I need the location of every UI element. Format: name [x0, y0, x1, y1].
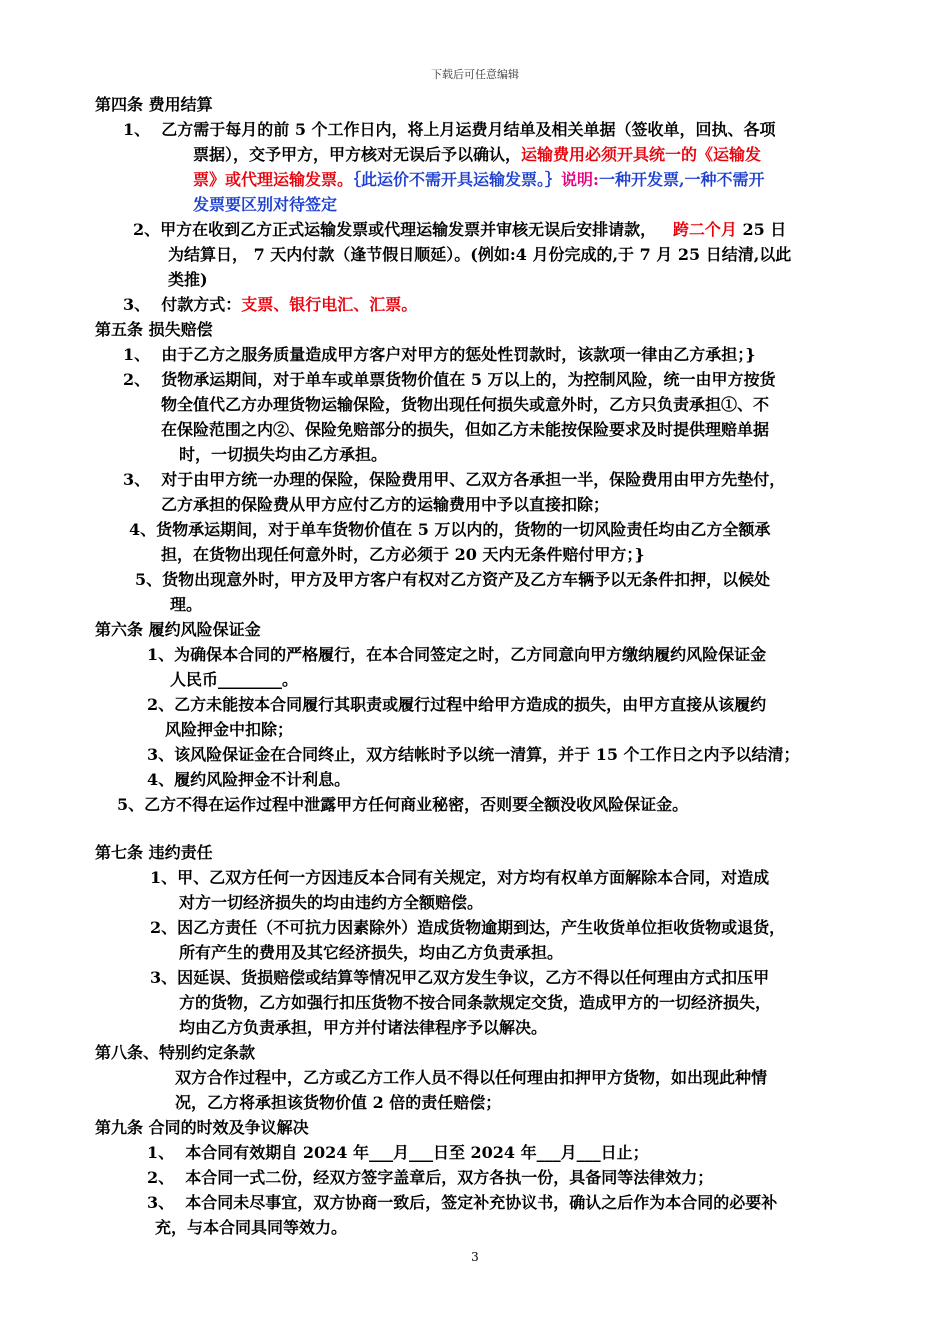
s8-para: 双方合作过程中，乙方或乙方工作人员不得以任何理由扣押甲方货物，如出现此种情 — [175, 1068, 768, 1087]
s6-item-1-cont: 人民币________。 — [170, 670, 299, 689]
s4-item-2-cont2: 类推) — [168, 270, 208, 289]
s5-item-2-cont: 物全值代乙方办理货物运输保险，货物出现任何损失或意外时，乙方只负责承担①、不 — [161, 395, 770, 414]
s5-item-4: 4、货物承运期间，对于单车货物价值在 5 万以内的，货物的一切风险责任均由乙方全额承 — [129, 520, 771, 539]
s7-item-2-cont: 所有产生的费用及其它经济损失，均由乙方负责承担。 — [179, 943, 564, 962]
s5-item-5-cont: 理。 — [170, 595, 203, 614]
s4-item-3: 3、 付款方式：支票、银行电汇、汇票。 — [123, 295, 418, 314]
s5-item-2-cont3: 时，一切损失均由乙方承担。 — [179, 445, 388, 464]
section-gap — [95, 817, 885, 840]
s5-item-4-cont: 担，在货物出现任何意外时，乙方必须于 20 天内无条件赔付甲方；} — [161, 545, 645, 564]
page-header: 下载后可任意编辑 — [431, 68, 519, 81]
page-number: 3 — [471, 1250, 479, 1264]
s8-para-cont: 况，乙方将承担该货物价值 2 倍的责任赔偿； — [175, 1093, 502, 1112]
s4-item-1-cont2: 票》或代理运输发票。｛此运价不需开具运输发票。｝说明:一种开发票,一种不需开 — [193, 170, 765, 189]
s6-item-2: 2、乙方未能按本合同履行其职责或履行过程中给甲方造成的损失，由甲方直接从该履约 — [147, 695, 767, 714]
s4-item-1: 1、 乙方需于每月的前 5 个工作日内，将上月运费月结单及相关单据（签收单，回执、各项 — [123, 120, 776, 139]
s6-item-3: 3、该风险保证金在合同终止，双方结帐时予以统一清算，并于 15 个工作日之内予以结清； — [147, 745, 800, 764]
s7-item-2: 2、因乙方责任（不可抗力因素除外）造成货物逾期到达，产生收货单位拒收货物或退货， — [150, 918, 786, 937]
s6-item-5: 5、乙方不得在运作过程中泄露甲方任何商业秘密，否则要全额没收风险保证金。 — [117, 795, 689, 814]
s5-item-1: 1、 由于乙方之服务质量造成甲方客户对甲方的惩处性罚款时，该款项一律由乙方承担；} — [123, 345, 756, 364]
s5-item-2: 2、 货物承运期间，对于单车或单票货物价值在 5 万以上的，为控制风险，统一由甲方按货 — [123, 370, 776, 389]
s6-item-1: 1、为确保本合同的严格履行，在本合同签定之时，乙方同意向甲方缴纳履约风险保证金 — [147, 645, 767, 664]
s7-item-1-cont: 对方一切经济损失的均由违约方全额赔偿。 — [179, 893, 484, 912]
s5-item-3-cont: 乙方承担的保险费从甲方应付乙方的运输费用中予以直接扣除； — [161, 495, 610, 514]
document-body — [95, 92, 885, 1240]
section-7-title: 第七条 违约责任 — [95, 843, 213, 862]
s4-item-2: 2、甲方在收到乙方正式运输发票或代理运输发票并审核无误后安排请款， 跨二个月 25 日 — [133, 220, 787, 239]
s4-item-1-cont3: 发票要区别对待签定 — [193, 195, 338, 214]
s9-item-1: 1、 本合同有效期自 2024 年___月___日至 2024 年___月___日止； — [147, 1143, 649, 1162]
section-4-title: 第四条 费用结算 — [95, 95, 213, 114]
section-5-title: 第五条 损失赔偿 — [95, 320, 213, 339]
s4-item-2-cont: 为结算日， 7 天内付款（逢节假日顺延）。(例如:4 月份完成的,于 7 月 25 日结清,以此 — [168, 245, 792, 264]
s4-item-1-cont: 票据），交予甲方，甲方核对无误后予以确认，运输费用必须开具统一的《运输发 — [193, 145, 762, 164]
s7-item-1: 1、甲、乙双方任何一方因违反本合同有关规定，对方均有权单方面解除本合同，对造成 — [150, 868, 770, 887]
s7-item-3-cont2: 均由乙方负责承担，甲方并付诸法律程序予以解决。 — [179, 1018, 548, 1037]
s7-item-3-cont: 方的货物，乙方如强行扣压货物不按合同条款规定交货，造成甲方的一切经济损失， — [179, 993, 772, 1012]
s9-item-3-cont: 充，与本合同具同等效力。 — [155, 1218, 348, 1237]
s6-item-4: 4、履约风险押金不计利息。 — [147, 770, 351, 789]
s7-item-3: 3、因延误、货损赔偿或结算等情况甲乙双方发生争议，乙方不得以任何理由方式扣压甲 — [150, 968, 770, 987]
s6-item-2-cont: 风险押金中扣除； — [165, 720, 294, 739]
s5-item-5: 5、货物出现意外时，甲方及甲方客户有权对乙方资产及乙方车辆予以无条件扣押，以候处 — [135, 570, 771, 589]
section-6-title: 第六条 履约风险保证金 — [95, 620, 261, 639]
s9-item-2: 2、 本合同一式二份，经双方签字盖章后，双方各执一份，具备同等法律效力； — [147, 1168, 714, 1187]
section-9-title: 第九条 合同的时效及争议解决 — [95, 1118, 309, 1137]
s9-item-3: 3、 本合同未尽事宜，双方协商一致后，签定补充协议书，确认之后作为本合同的必要补 — [147, 1193, 778, 1212]
section-8-title: 第八条、特别约定条款 — [95, 1043, 256, 1062]
s5-item-3: 3、 对于由甲方统一办理的保险，保险费用甲、乙双方各承担一半，保险费用由甲方先垫付， — [123, 470, 786, 489]
s5-item-2-cont2: 在保险范围之内②、保险免赔部分的损失，但如乙方未能按保险要求及时提供理赔单据 — [161, 420, 770, 439]
